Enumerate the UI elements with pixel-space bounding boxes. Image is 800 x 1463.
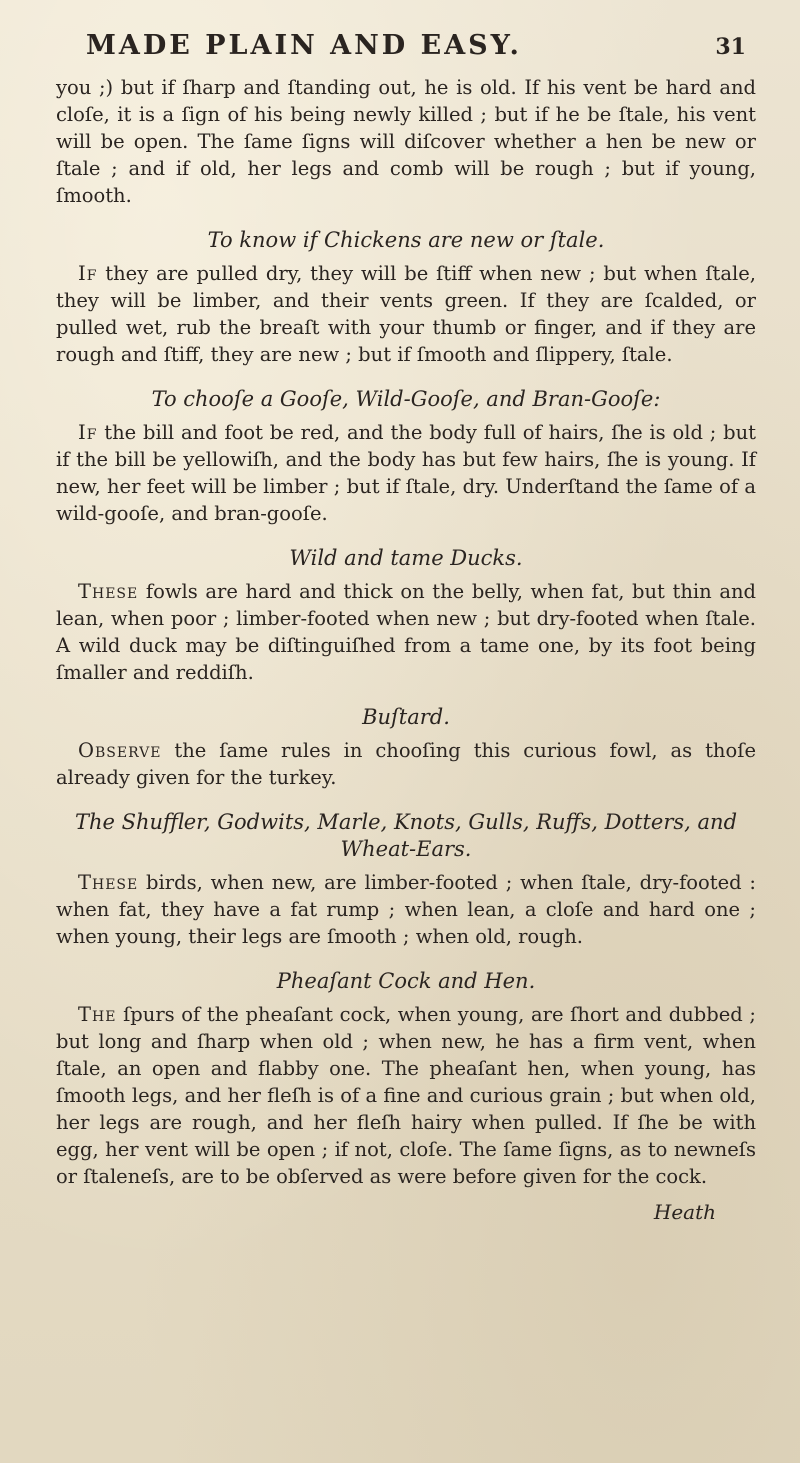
page-content: [56, 30, 756, 1224]
catchword: Heath: [653, 1200, 716, 1224]
lead-word: If: [78, 421, 98, 444]
lead-word: Observe: [78, 739, 162, 762]
section-heading-bustard: Buſtard.: [362, 705, 450, 729]
paragraph-text: the ſame rules in chooſing this curious fowl, as thoſe already given for the turkey.: [56, 739, 756, 789]
page-number: 31: [715, 34, 746, 60]
running-title: MADE PLAIN AND EASY.: [86, 30, 522, 61]
running-head: [56, 30, 756, 68]
lead-word: The: [78, 1003, 117, 1026]
section-paragraph-chickens: [56, 260, 756, 368]
section-paragraph-bustard: [56, 737, 756, 791]
section-heading-ducks: Wild and tame Ducks.: [289, 546, 523, 570]
paragraph-text: birds, when new, are limber-footed ; when ſtale, dry-footed : when fat, they have a fat rump ; when lean, a cloſe and hard one ; when young, their legs are ſmooth ; when old, rough.: [56, 871, 756, 948]
paragraph-text: ſpurs of the pheaſant cock, when young, are ſhort and dubbed ; but long and ſharp when old ; when new, he has a firm vent, when ſtale, an open and flabby one. The pheaſant hen, when young, has ſmooth legs, and her fleſh is of a fine and curious grain ; but when old, her legs are rough, and her fleſh hairy when pulled. If ſhe be with egg, her vent will be open ; if not, cloſe. The ſame ſigns, as to newneſs or ſtaleneſs, are to be obſerved as were before given for the cock.: [56, 1003, 756, 1188]
paragraph-text: they are pulled dry, they will be ſtiff when new ; but when ſtale, they will be limber, and their vents green. If they are ſcalded, or pulled wet, rub the breaſt with your thumb or finger, and if they are rough and ſtiff, they are new ; but if ſmooth and ſlippery, ſtale.: [56, 262, 756, 366]
section-paragraph-pheasant: [56, 1001, 756, 1190]
section-heading-pheasant: Pheaſant Cock and Hen.: [276, 969, 536, 993]
lead-word: If: [78, 262, 98, 285]
section-heading-chickens: To know if Chickens are new or ſtale.: [207, 228, 605, 252]
paragraph-text: the bill and foot be red, and the body full of hairs, ſhe is old ; but if the bill be yellowiſh, and the body has but few hairs, ſhe is young. If new, her feet will be limber ; but if ſtale, dry. Underſtand the ſame of a wild-gooſe, and bran-gooſe.: [56, 421, 756, 525]
lead-word: These: [78, 580, 139, 603]
paragraph-text: fowls are hard and thick on the belly, when fat, but thin and lean, when poor ; limber-footed when new ; but dry-footed when ſtale. A wild duck may be diſtinguiſhed from a tame one, by its foot being ſmaller and reddiſh.: [56, 580, 756, 684]
section-paragraph-ducks: [56, 578, 756, 686]
lead-word: These: [78, 871, 139, 894]
section-paragraph-goose: [56, 419, 756, 527]
intro-paragraph: you ;) but if ſharp and ſtanding out, he is old. If his vent be hard and cloſe, it is a ſign of his being newly killed ; but if he be ſtale, his vent will be open. The ſame ſigns will diſcover whether a hen be new or ſtale ; and if old, her legs and comb will be rough ; but if young, ſmooth.: [56, 76, 756, 207]
section-heading-shuffler: The Shuffler, Godwits, Marle, Knots, Gulls, Ruffs, Dotters, and Wheat-Ears.: [74, 810, 738, 861]
section-paragraph-shuffler: [56, 869, 756, 950]
section-heading-goose: To chooſe a Gooſe, Wild-Gooſe, and Bran-Gooſe:: [151, 387, 661, 411]
